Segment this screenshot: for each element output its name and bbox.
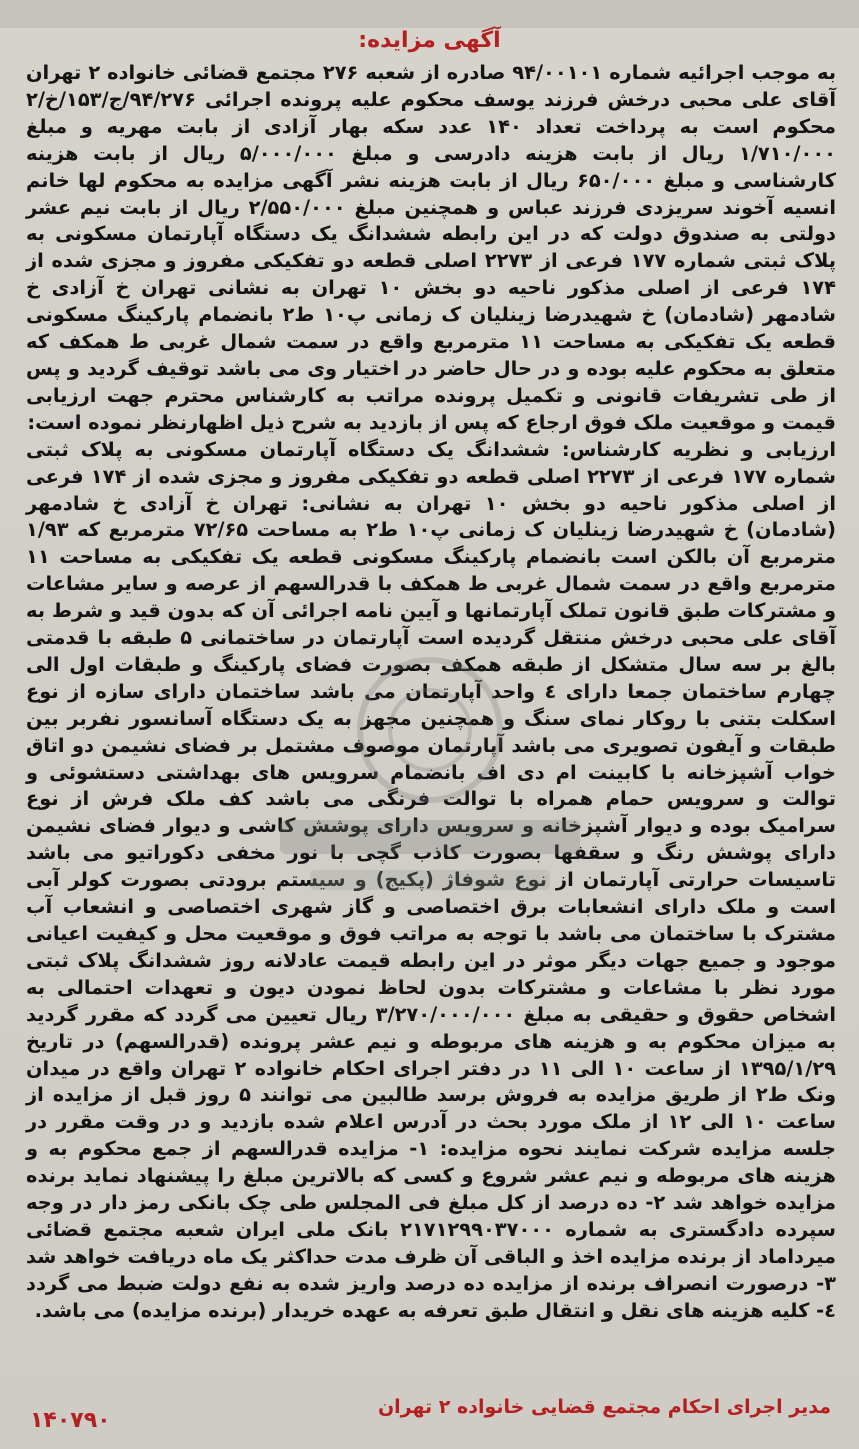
signature-block [0, 1396, 859, 1436]
torn-top-edge [0, 0, 859, 28]
notice-title: آگهی مزایده: [358, 28, 501, 53]
notice-paragraph-appraisal: ارزیابی و نظریه کارشناس: ششدانگ یک دستگاه آپارتمان مسکونی به پلاک ثبتی شماره ۱۷۷ فرعی از ۲۲۷۳ اصلی قطعه دو تفکیکی مفروز و مجزی شده از ۱۷۴ فرعی از اصلی مذکور ناحیه دو بخش ۱۰ تهران به نشانی: تهران خ آزادی خ شادمهر (شادمان) خ شهیدرضا زینلیان ک زمانی پ۱۰ ط۲ به مساحت ۷۲/۶۵ مترمربع که ۱/۹۳ مترمربع آن بالکن است بانضمام پارکینگ مسکونی قطعه یک تفکیکی به مساحت ۱۱ مترمربع واقع در سمت شمال غربی ط همکف با قدرالسهم از عرصه و سایر مشاعات و مشترکات طبق قانون تملک آپارتمانها و آیین نامه اجرائی آن که بدون قید و شرط به آقای علی محبی درخش منتقل گردیده است آپارتمان در ساختمانی ۵ طبقه با قدمتی بالغ بر سه سال متشکل از طبقه همکف بصورت فضای پارکینگ و طبقات اول الی چهارم ساختمان جمعا دارای ٤ واحد آپارتمان می باشد ساختمان دارای سازه از نوع اسکلت بتنی با روکار نمای سنگ و همچنین مجهز به یک دستگاه آسانسور نفربر بین طبقات و آیفون تصویری می باشد آپارتمان موصوف مشتمل بر فضای نشیمن دو اتاق خواب آشپزخانه با کابینت ام دی اف بانضمام سرویس های بهداشتی دستشوئی و توالت و سرویس حمام همراه با توالت فرنگی می باشد کف ملک فرش از نوع سرامیک بوده و دیوار آشپزخانه و سرویس دارای پوشش کاشی و دیوار فضای نشیمن دارای پوشش رنگ و سقفها بصورت کاذب گچی با نور مخفی دکوراتیو می باشد تاسیسات حرارتی آپارتمان از نوع شوفاژ (پکیج) و سیستم برودتی بصورت کولر آبی است و ملک دارای انشعابات برق اختصاصی و گاز شهری اختصاصی و انشعاب آب مشترک با ساختمان می باشد با توجه به مراتب فوق و موقعیت محل و کیفیت اعیانی موجود و جمیع جهات دیگر موثر در این رابطه قیمت عادلانه روز ششدانگ پلاک ثبتی مورد نظر با مشاعات و مشترکات بدون لحاظ نمودن دیون و تعهدات احتمالی به اشخاص حقوق و حقیقی به مبلغ ۳/۲۷۰/۰۰۰/۰۰۰ ریال تعیین می گردد که مقرر گردید به میزان محکوم به و هزینه های مربوطه و نیم عشر پرونده (قدرالسهم) در تاریخ ۱۳۹۵/۱/۲۹ از ساعت ۱۰ الی ۱۱ در دفتر اجرای احکام خانواده ۲ تهران واقع در میدان ونک ط۲ از طریق مزایده به فروش برسد طالبین می توانند ۵ روز قبل از مزایده از ساعت ۱۰ الی ۱۲ از ملک مورد بحث در آدرس اعلام شده بازدید و در وقت مقرر در جلسه مزایده شرکت نمایند نحوه مزایده: ۱- مزایده قدرالسهم از جمع محکوم به و هزینه های مربوطه و نیم عشر شروع و کسی که بالاترین مبلغ را پیشنهاد نماید برنده مزایده خواهد شد ۲- ده درصد از کل مبلغ فی المجلس طی چک بانکی رمز دار در وجه سپرده دادگستری به شماره ۲۱۷۱۲۹۹۰۳۷۰۰۰ بانک ملی ایران شعبه مجتمع قضائی میرداماد از برنده مزایده اخذ و الباقی آن ظرف مدت حداکثر یک ماه دریافت خواهد شد ۳- درصورت انصراف برنده از مزایده ده درصد واریز شده به نفع دولت ضبط می گردد ٤- کلیه هزینه های نقل و انتقال طبق تعرفه به عهده خریدار (برنده مزایده) می باشد. [26, 437, 837, 1322]
notice-body [26, 60, 836, 1325]
notice-paragraph-execution: به موجب اجرائیه شماره ۹۴/۰۰۱۰۱ صادره از شعبه ۲۷۶ مجتمع قضائی خانواده ۲ تهران آقای علی محبی درخش فرزند یوسف محکوم علیه پرونده اجرائی ۹۴/۲۷۶/ج/۱۵۳/خ/۲ محکوم است به پرداخت تعداد ۱۴۰ عدد سکه بهار آزادی از بابت مهریه و مبلغ ۱/۷۱۰/۰۰۰ ریال از بابت هزینه دادرسی و مبلغ ۵/۰۰۰/۰۰۰ ریال از بابت هزینه کارشناسی و مبلغ ۶۵۰/۰۰۰ ریال از بابت هزینه نشر آگهی مزایده به محکوم لها خانم انسیه آخوند سریزدی فرزند عباس و همچنین مبلغ ۲/۵۵۰/۰۰۰ ریال از بابت نیم عشر دولتی به صندوق دولت که در این رابطه ششدانگ یک دستگاه آپارتمان مسکونی به پلاک ثبتی شماره ۱۷۷ فرعی از ۲۲۷۳ اصلی قطعه دو تفکیکی مفروز و مجزی شده از ۱۷۴ فرعی از اصلی مذکور ناحیه دو بخش ۱۰ تهران به نشانی تهران خ آزادی خ شادمهر (شادمان) خ شهیدرضا زینلیان ک زمانی پ۱۰ ط۲ بانضمام پارکینگ مسکونی قطعه یک تفکیکی به مساحت ۱۱ مترمربع واقع در سمت شمال غربی ط همکف که متعلق به محکوم علیه بوده و در حال حاضر در اختیار وی می باشد توقیف گردید و پس از طی تشریفات قانونی و تکمیل پرونده مراتب به کارشناس محترم جهت ارزیابی قیمت و موقعیت ملک فوق ارجاع که پس از بازدید به شرح ذیل اظهارنظر نموده است: [26, 61, 837, 434]
notice-code: ۱۴۰۷۹۰ [30, 1408, 111, 1433]
signature-text: مدیر اجرای احکام مجتمع قضایی خانواده ۲ تهران [377, 1396, 831, 1418]
